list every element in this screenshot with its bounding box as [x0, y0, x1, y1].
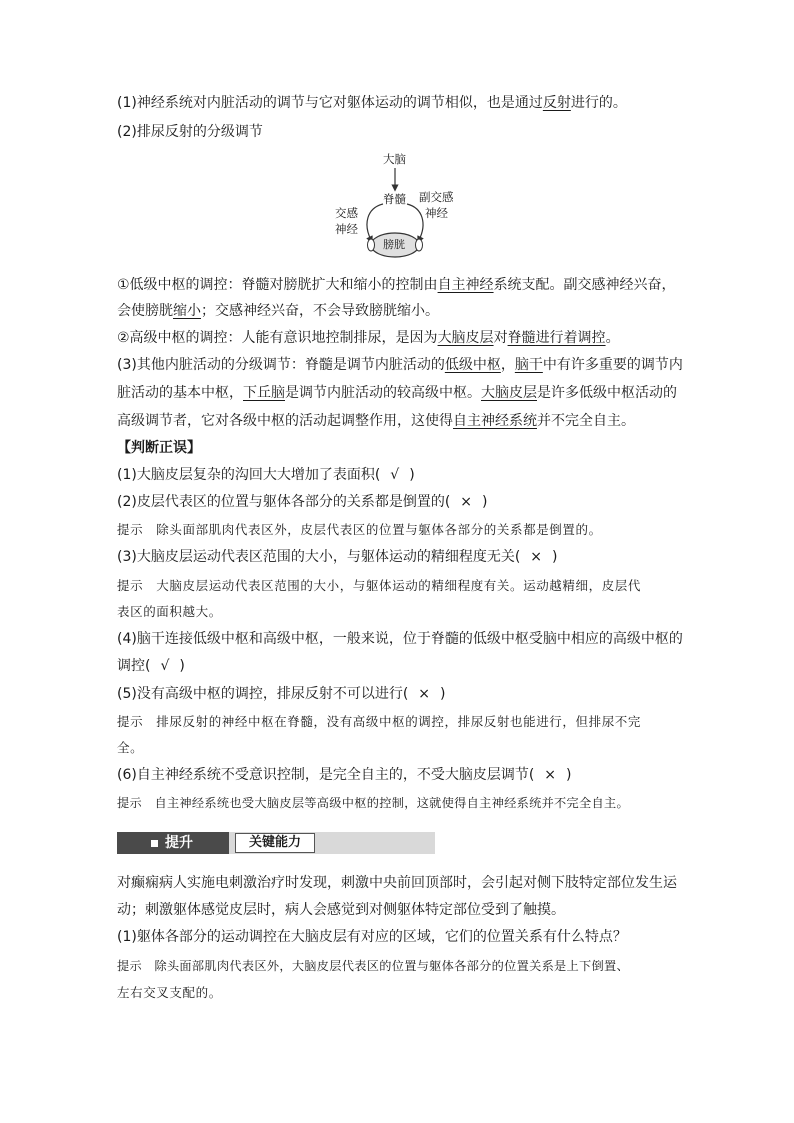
text-segment: (1)神经系统对内脏活动的调节与它对躯体运动的调节相似，也是通过: [117, 95, 543, 111]
text-line: [117, 547, 558, 567]
hint-line: [117, 520, 602, 540]
underlined-answer: 脊髓: [507, 330, 536, 346]
hint-line: [117, 983, 222, 1003]
text-segment: (1)躯体各部分的运动调控在大脑皮层有对应的区域，它们的位置关系有什么特点？: [117, 929, 627, 945]
underlined-answer: 低级中枢: [444, 357, 501, 373]
text-line: [117, 629, 683, 649]
spinal-cord-label: 脊髓: [383, 192, 406, 206]
square-bullet-icon: [151, 840, 158, 847]
text-segment: 进行的。: [570, 95, 627, 111]
text-segment: (3)大脑皮层运动代表区范围的大小，与躯体运动的精细程度无关(: [117, 549, 521, 565]
text-segment: ，: [500, 357, 515, 373]
judgement-mark: ×: [460, 494, 473, 510]
sympathetic-label-2: 神经: [335, 222, 358, 236]
text-line: [117, 275, 676, 295]
text-line: [117, 383, 677, 403]
text-line: [117, 465, 415, 485]
underlined-answer: 自主神经系统: [453, 413, 537, 429]
text-segment: 。: [605, 330, 620, 346]
text-segment: (6)自主神经系统不受意识控制，是完全自主的，不受大脑皮层调节(: [117, 767, 535, 783]
bladder-reflex-diagram: [337, 150, 457, 260]
text-segment: (2)排尿反射的分级调节: [117, 124, 263, 140]
hint-line: [117, 793, 629, 813]
underlined-answer: 大脑皮层: [481, 385, 537, 401]
text-segment: 表区的面积越大。: [117, 604, 222, 619]
text-segment: 脏活动的基本中枢，: [117, 385, 243, 401]
text-segment: 动；刺激躯体感觉皮层时，病人会感觉到对侧躯体特定部位受到了触摸。: [117, 902, 565, 918]
text-segment: ): [409, 467, 415, 483]
text-line: [117, 328, 620, 348]
parasympathetic-label-2: 神经: [425, 206, 448, 220]
text-line: [117, 301, 439, 321]
text-segment: ): [552, 549, 558, 565]
hint-line: [117, 602, 222, 622]
text-line: [117, 411, 635, 431]
text-segment: ): [440, 686, 446, 702]
underlined-answer: 缩小: [173, 303, 201, 319]
text-segment: (1)大脑皮层复杂的沟回大大增加了表面积(: [117, 467, 381, 483]
text-segment: 提示 除头面部肌肉代表区外，皮层代表区的位置与躯体各部分的关系都是倒置的。: [117, 522, 602, 537]
section-banner: [117, 832, 435, 854]
underlined-answer: 脑干: [514, 357, 543, 373]
sympathetic-label-1: 交感: [335, 206, 358, 220]
text-line: [117, 684, 446, 704]
text-line: [117, 873, 677, 893]
text-segment: ①低级中枢的调控：脊髓对膀胱扩大和缩小的控制由: [117, 277, 438, 293]
text-segment: 提示 大脑皮层运动代表区范围的大小，与躯体运动的精细程度有关。运动越精细，皮层代: [117, 578, 642, 593]
text-segment: (3)其他内脏活动的分级调节：脊髓是调节内脏活动的: [117, 357, 445, 373]
text-segment: ): [482, 494, 488, 510]
text-line: [117, 656, 185, 676]
banner-title: 提升: [165, 835, 193, 851]
text-segment: 并不完全自主。: [537, 413, 635, 429]
text-segment: (4)脑干连接低级中枢和高级中枢，一般来说，位于脊髓的低级中枢受脑中相应的高级中枢的: [117, 631, 683, 647]
text-segment: 是许多低级中枢活动的: [537, 385, 677, 401]
text-segment: 提示 自主神经系统也受大脑皮层等高级中枢的控制，这就使得自主神经系统并不完全自主。: [117, 796, 629, 810]
text-segment: 提示 除头面部肌肉代表区外，大脑皮层代表区的位置与躯体各部分的位置关系是上下倒置、: [117, 959, 629, 973]
text-segment: 提示 排尿反射的神经中枢在脊髓，没有高级中枢的调控，排尿反射也能进行，但排尿不完: [117, 714, 642, 729]
text-segment: 全。: [117, 740, 144, 755]
hint-line: [117, 738, 143, 758]
judgement-mark: √: [160, 658, 170, 674]
text-line: [117, 765, 572, 785]
text-segment: 中有许多重要的调节内: [542, 357, 683, 373]
text-segment: ): [566, 767, 572, 783]
judgement-mark: ×: [544, 767, 557, 783]
parasympathetic-label-1: 副交感: [419, 190, 454, 204]
text-line: [117, 900, 565, 920]
section-heading: [117, 438, 201, 458]
judgement-mark: ×: [530, 549, 543, 565]
text-segment: 对癫痫病人实施电刺激治疗时发现，刺激中央前回顶部时，会引起对侧下肢特定部位发生运: [117, 875, 677, 891]
underlined-answer: 自主神经: [437, 277, 494, 293]
hint-line: [117, 712, 641, 732]
brain-label: 大脑: [383, 152, 406, 166]
underlined-answer: 反射: [542, 95, 571, 111]
banner-subtitle: 关键能力: [235, 833, 315, 853]
hint-line: [117, 576, 641, 596]
bladder-label: 膀胱: [383, 238, 405, 251]
judgement-mark: √: [390, 467, 400, 483]
text-line: [117, 355, 683, 375]
underlined-answer: 进行着调控: [535, 330, 606, 346]
judgement-mark: ×: [418, 686, 431, 702]
text-segment: ): [179, 658, 185, 674]
underlined-answer: 下丘脑: [243, 385, 285, 401]
text-line: [117, 492, 488, 512]
text-line: [117, 927, 627, 947]
text-segment: 高级调节者，它对各级中枢的活动起调整作用，这使得: [117, 413, 453, 429]
hint-line: [117, 956, 629, 976]
text-line: [117, 93, 627, 113]
text-segment: 系统支配。副交感神经兴奋，: [493, 277, 676, 293]
text-segment: ；交感神经兴奋，不会导致膀胱缩小。: [201, 303, 439, 319]
text-segment: 左右交叉支配的。: [117, 985, 222, 1000]
text-segment: 调控(: [117, 658, 151, 674]
text-segment: 会使膀胱: [117, 303, 173, 319]
text-segment: 对: [493, 330, 508, 346]
text-segment: (5)没有高级中枢的调控，排尿反射不可以进行(: [117, 686, 409, 702]
text-segment: ②高级中枢的调控：人能有意识地控制排尿，是因为: [117, 330, 438, 346]
text-segment: 【判断正误】: [117, 440, 201, 456]
underlined-answer: 大脑皮层: [437, 330, 494, 346]
text-segment: (2)皮层代表区的位置与躯体各部分的关系都是倒置的(: [117, 494, 451, 510]
text-segment: 是调节内脏活动的较高级中枢。: [285, 385, 481, 401]
text-line: [117, 122, 263, 142]
